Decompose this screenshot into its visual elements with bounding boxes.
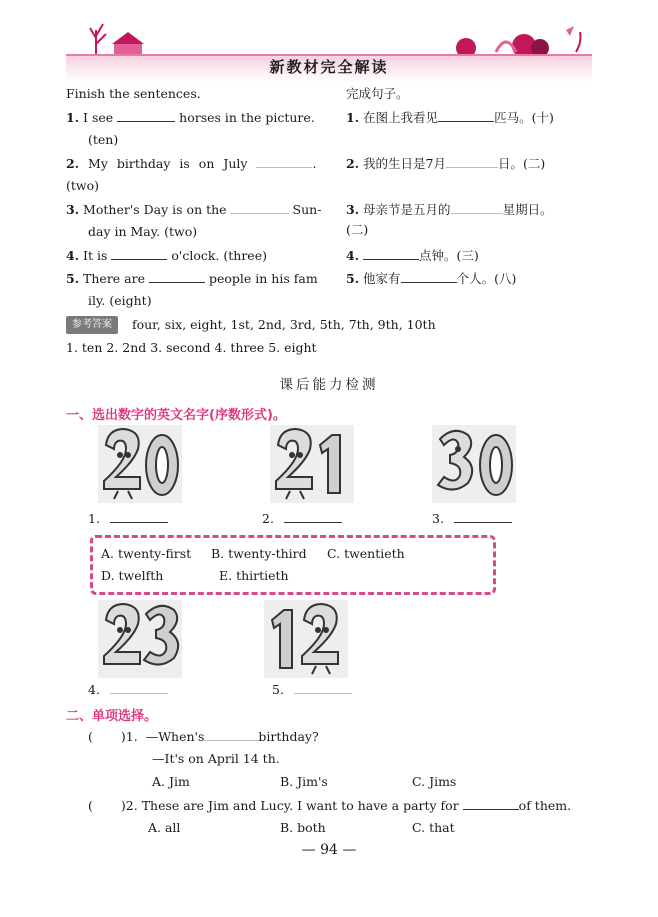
item-text-pre: There are [83, 271, 146, 286]
answer-blank[interactable] [438, 109, 494, 122]
section1-title: 一、选出数字的英文名字(序数形式)。 [66, 408, 286, 423]
question-2 [88, 797, 571, 814]
reference-answers: 1. ten 2. 2nd 3. second 4. three 5. eight [66, 340, 317, 355]
fig-label: 4. [88, 682, 100, 697]
item-text-post: people in his fam [208, 271, 318, 286]
fig-label: 3. [432, 511, 444, 526]
left-item-3-hint: day in May. (two) [88, 224, 198, 239]
option-d: D. twelfth [101, 568, 164, 583]
cartoon-number-12-icon [264, 600, 348, 678]
item-text-post: 点钟。(三) [419, 248, 479, 263]
reference-label: 参考答案 [66, 316, 118, 334]
item-number: 4. [66, 248, 80, 263]
answer-blank[interactable] [454, 510, 512, 523]
answer-blank[interactable] [363, 247, 419, 260]
figure-number: 20 [140, 502, 142, 503]
fig-label: 5. [272, 682, 284, 697]
question-number: )1. [120, 729, 138, 744]
cartoon-number-30-icon [432, 425, 516, 503]
answer-blank[interactable] [463, 797, 519, 810]
right-item-3-hint: (二) [346, 222, 369, 237]
answer-blank[interactable] [111, 247, 167, 260]
item-text-pre: It is [83, 248, 108, 263]
answer-blank[interactable] [231, 201, 289, 214]
item-text-post: o'clock. (three) [171, 248, 267, 263]
left-item-5 [66, 270, 318, 287]
fig-answer-1 [88, 510, 168, 527]
item-text-post: horses in the picture. [179, 110, 315, 125]
left-item-4 [66, 247, 267, 264]
cartoon-number-21-icon [270, 425, 354, 503]
right-intro: 完成句子。 [346, 86, 409, 101]
item-number: 3. [346, 202, 360, 217]
header-title: 新教材完全解读 [269, 58, 389, 76]
question-1-option-b: B. Jim's [280, 774, 328, 789]
answer-blank[interactable] [117, 109, 175, 122]
item-text-post: Sun- [292, 202, 322, 217]
answer-blank[interactable] [256, 155, 312, 168]
fig-label: 2. [262, 511, 274, 526]
item-number: 2. [66, 156, 80, 171]
item-text-pre: 母亲节是五月的 [363, 202, 451, 217]
floral-decoration-icon [436, 22, 586, 58]
item-number: 5. [66, 271, 80, 286]
item-number: 5. [346, 271, 360, 286]
item-text-pre: I see [83, 110, 114, 125]
left-intro: Finish the sentences. [66, 86, 201, 101]
cartoon-number-20-icon [98, 425, 182, 503]
answer-blank[interactable] [446, 155, 498, 168]
section2-title: 二、单项选择。 [66, 709, 158, 724]
left-item-5-hint: ily. (eight) [88, 293, 152, 308]
left-item-2 [66, 155, 316, 172]
question-number: )2. [120, 798, 138, 813]
question-2-option-a: A. all [148, 820, 181, 835]
item-number: 1. [66, 110, 80, 125]
question-text: —When's [145, 729, 205, 744]
answer-blank[interactable] [204, 728, 258, 741]
right-item-5 [346, 270, 516, 287]
fig-answer-3 [432, 510, 512, 527]
answer-blank[interactable] [149, 270, 205, 283]
question-1 [88, 728, 319, 745]
right-item-4 [346, 247, 479, 264]
figure-number: 12 [306, 677, 308, 678]
left-item-3 [66, 201, 321, 218]
tree-decoration-icon [86, 18, 146, 58]
option-a: A. twenty-first [101, 546, 192, 561]
item-text-pre: 在图上我看见 [363, 110, 439, 125]
answer-blank[interactable] [451, 201, 503, 214]
figure-number: 23 [140, 677, 142, 678]
figure-number: 30 [474, 502, 476, 503]
paren-open: ( [88, 798, 93, 813]
right-item-3 [346, 201, 553, 218]
left-item-1 [66, 109, 315, 126]
question-2-option-c: C. that [412, 820, 455, 835]
question-2-option-b: B. both [280, 820, 326, 835]
paren-open: ( [88, 729, 93, 744]
fig-answer-2 [262, 510, 342, 527]
answer-blank[interactable] [110, 510, 168, 523]
question-text-post: of them. [518, 798, 572, 813]
fig-answer-4 [88, 681, 168, 698]
page-header [66, 18, 592, 80]
fig-label: 1. [88, 511, 100, 526]
left-item-2-hint: (two) [66, 178, 100, 193]
item-text-pre: Mother's Day is on the [83, 202, 227, 217]
cartoon-number-23-icon [98, 600, 182, 678]
option-b: B. twenty-third [211, 546, 307, 561]
answer-blank[interactable] [401, 270, 457, 283]
right-item-2 [346, 155, 545, 172]
item-text-pre: 他家有 [363, 271, 401, 286]
item-text-pre: My birthday is on July [88, 156, 248, 171]
answer-blank[interactable] [294, 681, 352, 694]
fig-answer-5 [272, 681, 352, 698]
item-text-post: 日。(二) [498, 156, 546, 171]
item-number: 2. [346, 156, 360, 171]
question-1-option-a: A. Jim [152, 774, 190, 789]
item-text-post: . [312, 156, 317, 171]
figure-number: 21 [312, 502, 314, 503]
options-box [90, 535, 496, 595]
after-class-title: 课后能力检测 [279, 377, 379, 393]
item-number: 3. [66, 202, 80, 217]
page-number: — 94 — [301, 842, 357, 858]
item-text-post: 个人。(八) [456, 271, 517, 286]
question-text: These are Jim and Lucy. I want to have a party for [141, 798, 459, 813]
right-item-1 [346, 109, 554, 126]
item-text-pre: 我的生日是7月 [363, 156, 447, 171]
item-text-post: 星期日。 [502, 202, 553, 217]
option-c: C. twentieth [327, 546, 405, 561]
answer-blank[interactable] [110, 681, 168, 694]
reference-words: four, six, eight, 1st, 2nd, 3rd, 5th, 7th, 9th, 10th [131, 316, 436, 332]
item-text-post: 匹马。(十) [494, 110, 554, 125]
answer-blank[interactable] [284, 510, 342, 523]
reference-row [66, 316, 436, 334]
left-item-1-hint: (ten) [88, 132, 119, 147]
option-e: E. thirtieth [219, 568, 289, 583]
question-1-reply: —It's on April 14 th. [152, 751, 280, 766]
item-number: 4. [346, 248, 360, 263]
question-1-option-c: C. Jims [412, 774, 457, 789]
item-number: 1. [346, 110, 360, 125]
question-text-post: birthday? [258, 729, 319, 744]
